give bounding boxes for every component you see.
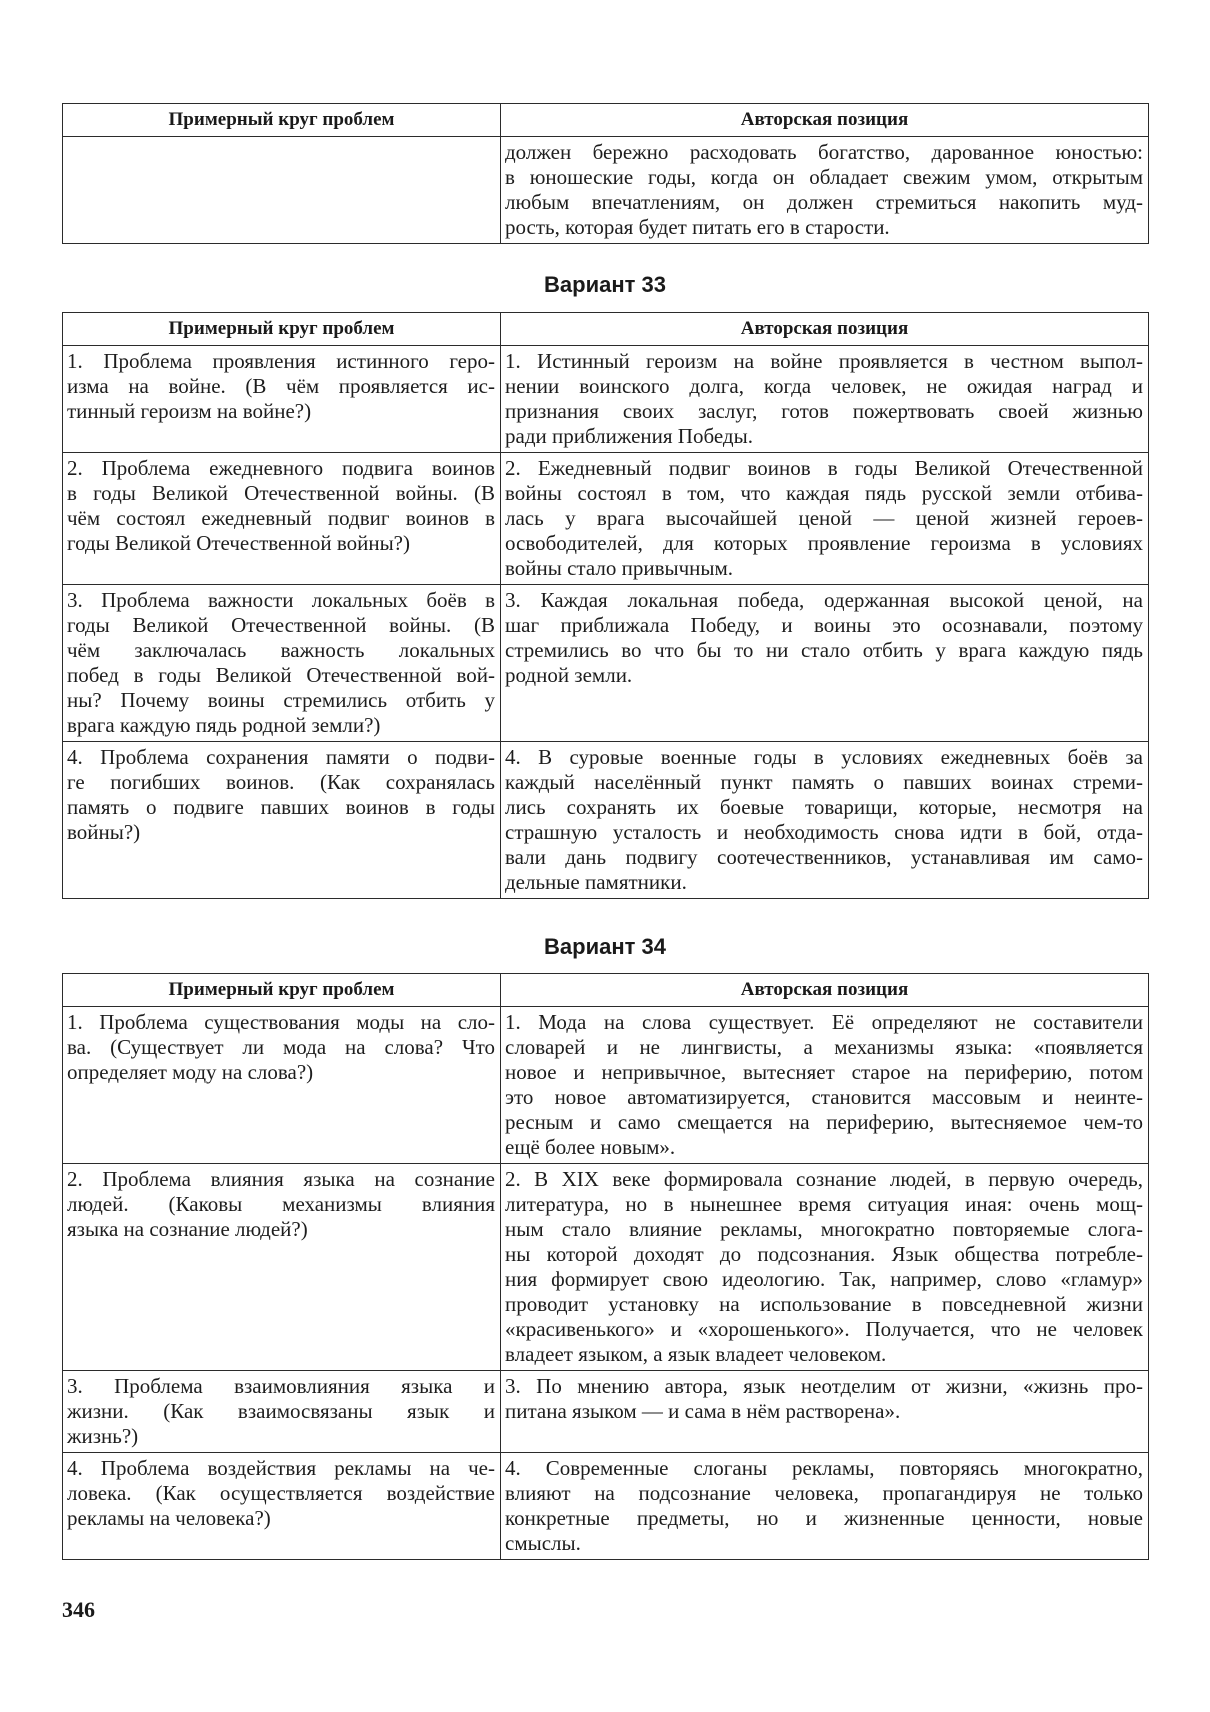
text-line: вали дань подвигу соотечественников, устанавливая им само- — [505, 845, 1143, 869]
text-line: рекламы на человека?) — [67, 1506, 271, 1530]
text-line: дельные памятники. — [505, 870, 687, 894]
text-line: языка на сознание людей?) — [67, 1217, 308, 1241]
text-line: жизни. (Как взаимосвязаны язык и — [67, 1399, 495, 1423]
text-line: 3. Проблема важности локальных боёв в — [67, 588, 495, 612]
table-row — [63, 1007, 1149, 1164]
text-line: в годы Великой Отечественной войны. (В — [67, 481, 495, 505]
text-line: освободителей, для которых проявление героизма в условиях — [505, 531, 1143, 555]
text-line: питана языком — и сама в нём растворена». — [505, 1399, 901, 1423]
text-line: жизнь?) — [67, 1424, 139, 1448]
problem-cell — [63, 1453, 501, 1560]
text-line: ге погибших воинов. (Как сохранялась — [67, 770, 495, 794]
text-line: 3. Проблема взаимовлияния языка и — [67, 1374, 495, 1398]
page-number: 346 — [62, 1597, 95, 1622]
text-line: ещё более новым». — [505, 1135, 676, 1159]
problem-cell — [63, 1164, 501, 1371]
table-row — [63, 742, 1149, 899]
text-line: рость, которая будет питать его в старости. — [505, 215, 890, 239]
text-line: чём состоял ежедневный подвиг воинов в — [67, 506, 495, 530]
text-line: 3. По мнению автора, язык неотделим от жизни, «жизнь про- — [505, 1374, 1143, 1398]
table-row — [63, 1453, 1149, 1560]
text-line: должен бережно расходовать богатство, дарованное юностью: — [505, 140, 1143, 164]
table-header — [63, 104, 1149, 137]
text-line: шаг приближала Победу, и воины это осознавали, поэтому — [505, 613, 1143, 637]
text-line: конкретные предметы, но и жизненные ценности, новые — [505, 1506, 1143, 1530]
text-line: 1. Истинный героизм на войне проявляется в честном выпол- — [505, 349, 1143, 373]
text-line: людей. (Каковы механизмы влияния — [67, 1192, 495, 1216]
text-line: войны состоял в том, что каждая пядь русской земли отбива- — [505, 481, 1143, 505]
text-line: определяет моду на слова?) — [67, 1060, 314, 1084]
text-line: нении воинского долга, когда человек, не ожидая наград и — [505, 374, 1143, 398]
position-cell — [501, 346, 1149, 453]
text-line: ным стало влияние рекламы, многократно повторяемые слога- — [505, 1217, 1143, 1241]
text-line: тинный героизм на войне?) — [67, 399, 312, 423]
text-line: новое и непривычное, вытесняет старое на периферию, потом — [505, 1060, 1143, 1084]
header-row — [63, 313, 1149, 346]
text-line: проводит установку на использование в повседневной жизни — [505, 1292, 1143, 1316]
text-line: это новое автоматизируется, становится массовым и неинте- — [505, 1085, 1143, 1109]
text-line: 2. В XIX веке формировала сознание людей, в первую очередь, — [505, 1167, 1143, 1191]
text-line: 4. Проблема воздействия рекламы на че- — [67, 1456, 495, 1480]
text-line: войны?) — [67, 820, 141, 844]
text-line: ны которой доходят до подсознания. Язык общества потребле- — [505, 1242, 1143, 1266]
text-line: 4. В суровые военные годы в условиях ежедневных боёв за — [505, 745, 1143, 769]
text-line: смыслы. — [505, 1531, 581, 1555]
column-header-problem: Примерный круг проблем — [63, 104, 501, 137]
position-cell — [501, 453, 1149, 585]
variant-34-table — [62, 973, 1149, 1560]
text-line: 3. Каждая локальная победа, одержанная высокой ценой, на — [505, 588, 1143, 612]
variant-33-table — [62, 312, 1149, 899]
text-line: годы Великой Отечественной войны?) — [67, 531, 410, 555]
text-line: каждый населённый пункт память о павших воинах стреми- — [505, 770, 1143, 794]
variant-33-heading: Вариант 33 — [544, 272, 666, 297]
text-line: память о подвиге павших воинов в годы — [67, 795, 495, 819]
position-cell — [501, 1453, 1149, 1560]
text-line: 4. Современные слоганы рекламы, повторяясь многократно, — [505, 1456, 1143, 1480]
text-line: владеет языком, а язык владеет человеком. — [505, 1342, 887, 1366]
text-line: лись сохранять их боевые товарищи, которые, несмотря на — [505, 795, 1143, 819]
position-cell — [501, 1164, 1149, 1371]
table-body — [63, 346, 1149, 899]
problem-cell — [63, 585, 501, 742]
text-line: 1. Проблема проявления истинного геро- — [67, 349, 495, 373]
text-line: войны стало привычным. — [505, 556, 734, 580]
column-header-position: Авторская позиция — [501, 104, 1149, 137]
text-line: влияют на подсознание человека, пропагандируя не только — [505, 1481, 1143, 1505]
text-line: чём заключалась важность локальных — [67, 638, 495, 662]
text-line: ния формирует свою идеологию. Так, например, слово «гламур» — [505, 1267, 1143, 1291]
problems-table-continuation — [62, 103, 1149, 244]
position-cell — [501, 137, 1149, 244]
header-row — [63, 104, 1149, 137]
table-body — [63, 137, 1149, 244]
text-line: 2. Ежедневный подвиг воинов в годы Великой Отечественной — [505, 456, 1143, 480]
text-line: ради приближения Победы. — [505, 424, 753, 448]
text-line: 1. Мода на слова существует. Её определяют не составители — [505, 1010, 1143, 1034]
table-row — [63, 137, 1149, 244]
text-line: любым впечатлениям, он должен стремиться накопить муд- — [505, 190, 1143, 214]
text-line: 4. Проблема сохранения памяти о подви- — [67, 745, 495, 769]
text-line: словарей и не лингвисты, а механизмы языка: «появляется — [505, 1035, 1143, 1059]
text-line: ны? Почему воины стремились отбить у — [67, 688, 495, 712]
text-line: признания своих заслуг, готов пожертвовать своей жизнью — [505, 399, 1143, 423]
text-line: литература, но в нынешнее время ситуация иная: очень мощ- — [505, 1192, 1143, 1216]
text-line: «красивенького» и «хорошенького». Получается, что не человек — [505, 1317, 1143, 1341]
problem-cell — [63, 1007, 501, 1164]
position-cell — [501, 1371, 1149, 1453]
problem-cell — [63, 346, 501, 453]
table-row — [63, 1371, 1149, 1453]
variant-34-heading: Вариант 34 — [544, 934, 666, 959]
table-body — [63, 1007, 1149, 1560]
text-line: годы Великой Отечественной войны. (В — [67, 613, 495, 637]
text-line: лась у врага высочайшей ценой — ценой жизней героев- — [505, 506, 1143, 530]
table-row — [63, 346, 1149, 453]
text-line: страшную усталость и необходимость снова идти в бой, отда- — [505, 820, 1143, 844]
text-line: 1. Проблема существования моды на сло- — [67, 1010, 495, 1034]
text-line: побед в годы Великой Отечественной вой- — [67, 663, 495, 687]
text-line: врага каждую пядь родной земли?) — [67, 713, 381, 737]
column-header-position: Авторская позиция — [501, 313, 1149, 346]
header-row — [63, 974, 1149, 1007]
text-line: 2. Проблема влияния языка на сознание — [67, 1167, 495, 1191]
problem-cell — [63, 137, 501, 244]
text-line: в юношеские годы, когда он обладает свежим умом, открытым — [505, 165, 1143, 189]
column-header-position: Авторская позиция — [501, 974, 1149, 1007]
text-line: изма на войне. (В чём проявляется ис- — [67, 374, 495, 398]
column-header-problem: Примерный круг проблем — [63, 974, 501, 1007]
problem-cell — [63, 1371, 501, 1453]
problem-cell — [63, 742, 501, 899]
column-header-problem: Примерный круг проблем — [63, 313, 501, 346]
text-line: ва. (Существует ли мода на слова? Что — [67, 1035, 495, 1059]
text-line: 2. Проблема ежедневного подвига воинов — [67, 456, 495, 480]
position-cell — [501, 1007, 1149, 1164]
table-row — [63, 453, 1149, 585]
text-line: стремились во что бы то ни стало отбить у врага каждую пядь — [505, 638, 1143, 662]
table-header — [63, 974, 1149, 1007]
position-cell — [501, 742, 1149, 899]
table-header — [63, 313, 1149, 346]
table-row — [63, 585, 1149, 742]
table-row — [63, 1164, 1149, 1371]
text-line: ловека. (Как осуществляется воздействие — [67, 1481, 495, 1505]
text-line: ресным и само смещается на периферию, вытесняемое чем-то — [505, 1110, 1143, 1134]
problem-cell — [63, 453, 501, 585]
text-line: родной земли. — [505, 663, 633, 687]
position-cell — [501, 585, 1149, 742]
